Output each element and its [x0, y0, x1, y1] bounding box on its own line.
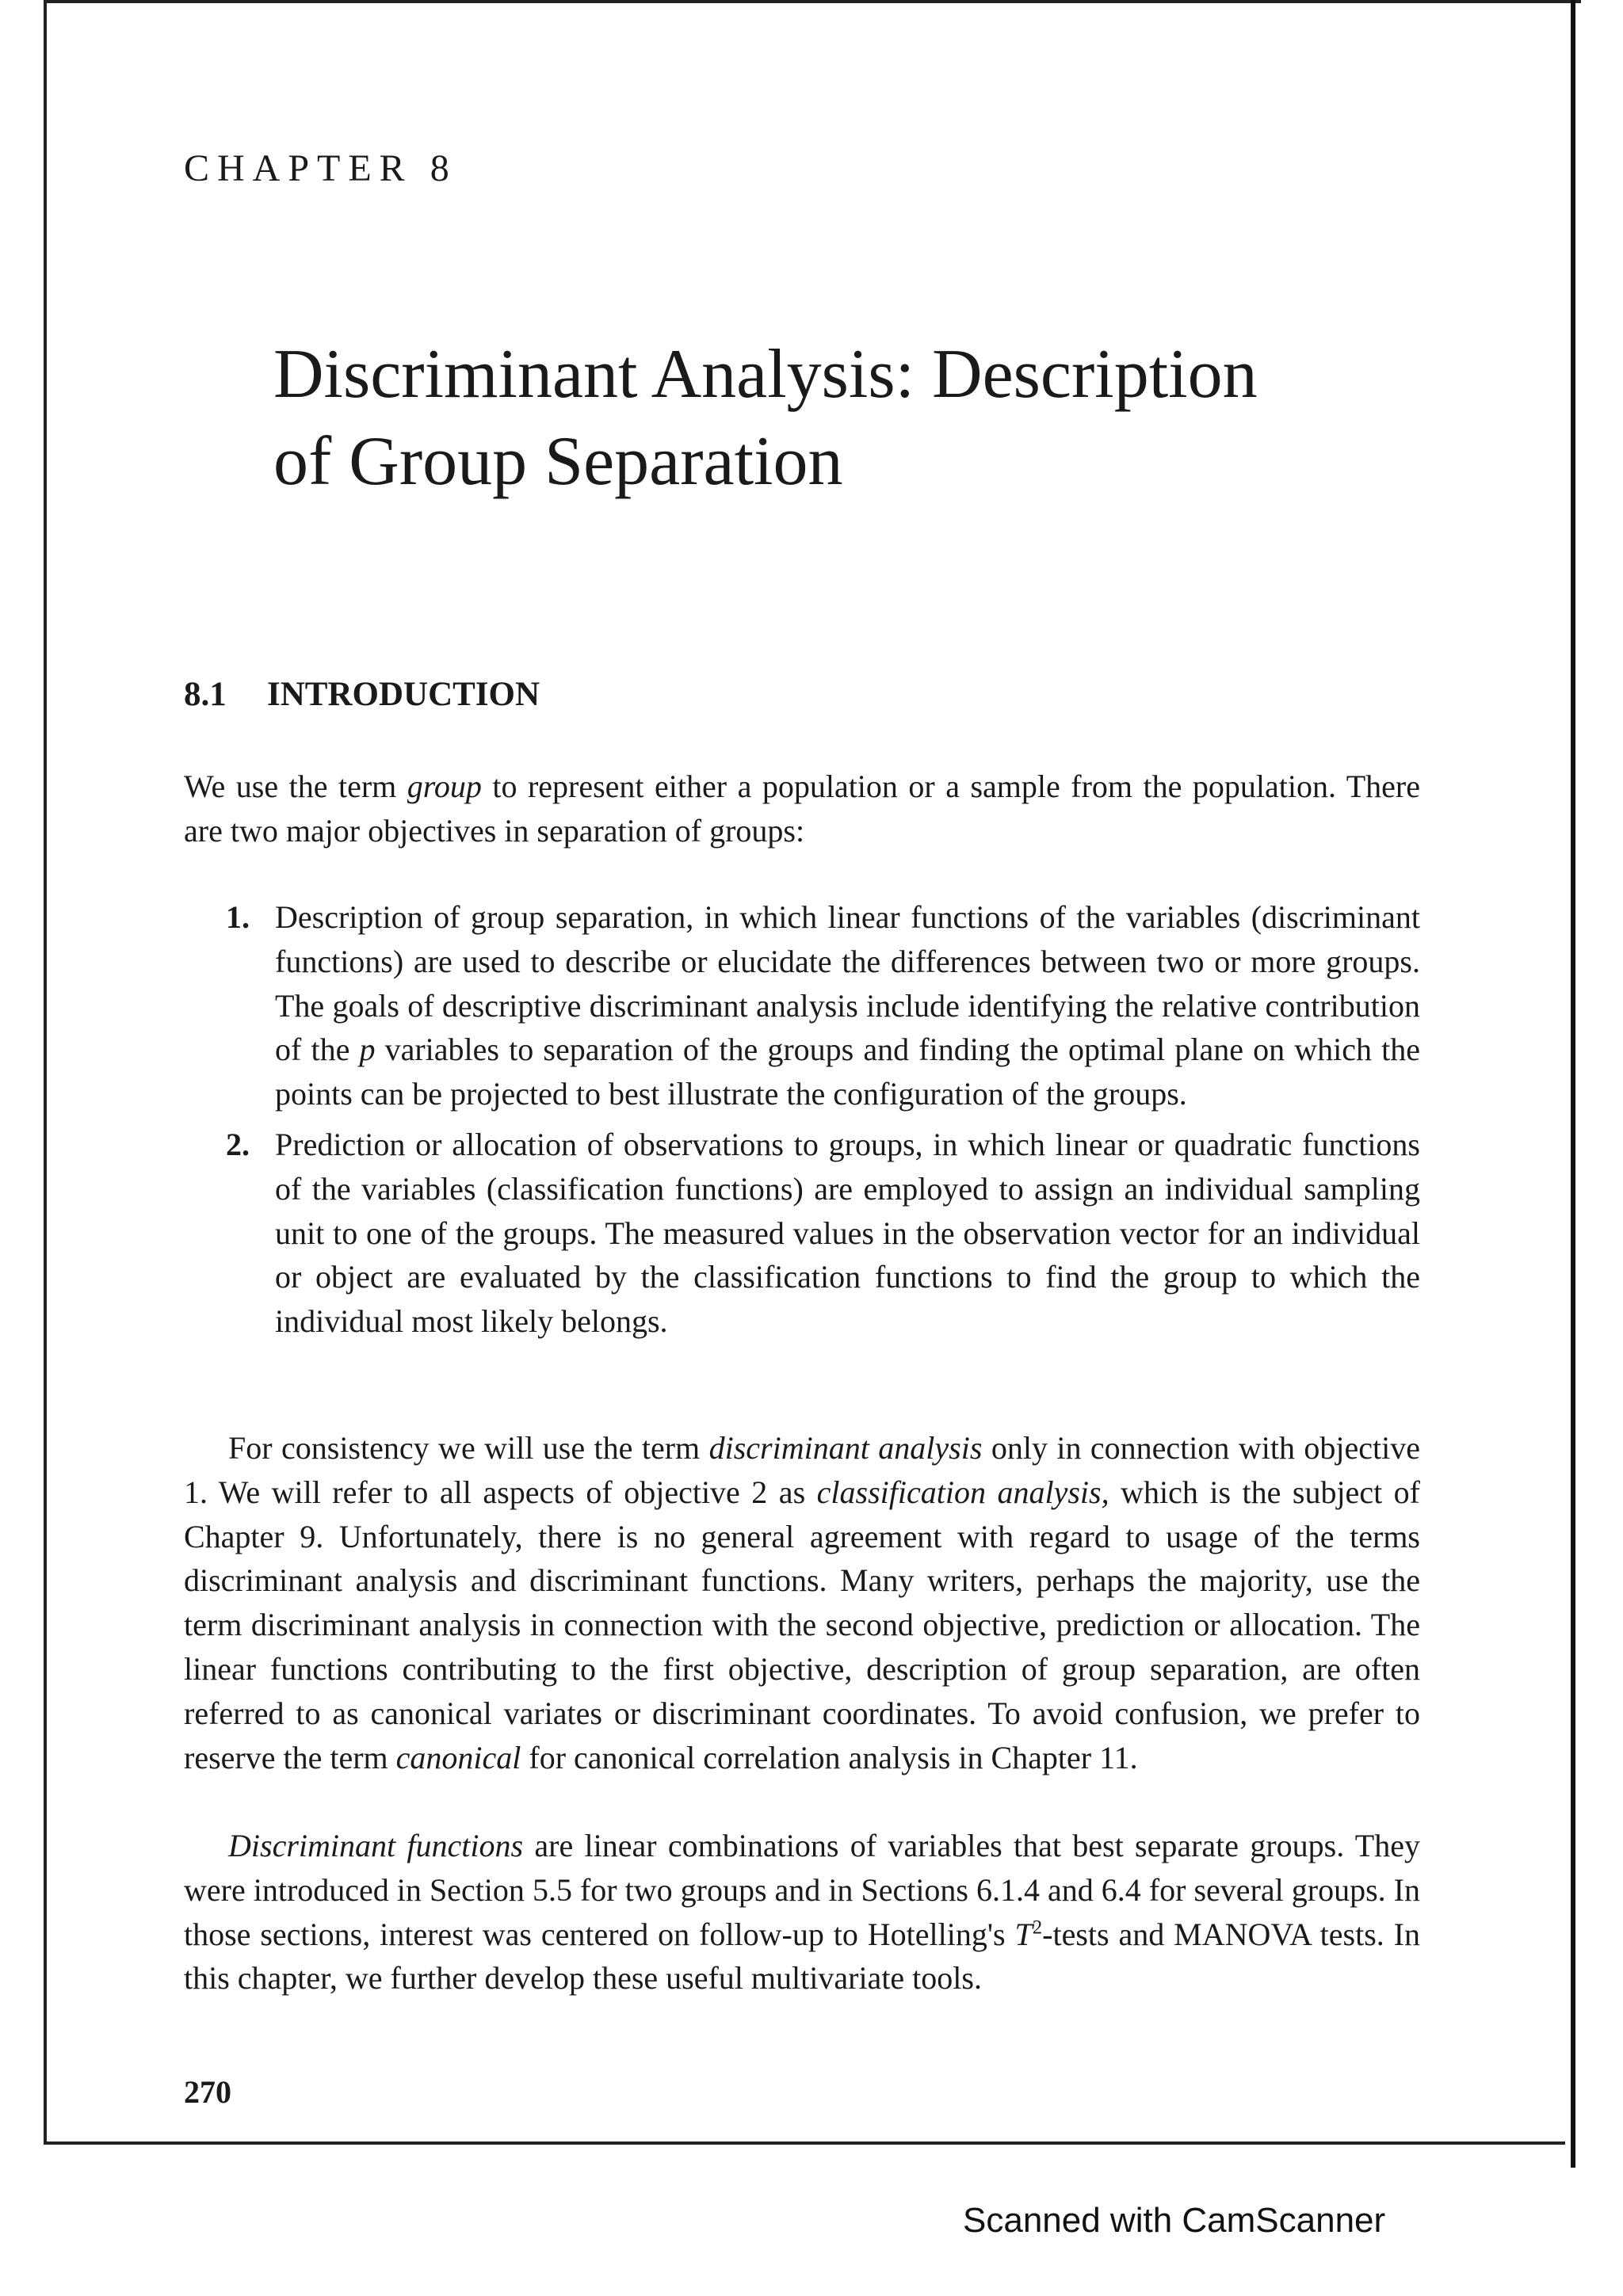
paragraph-text: which is the subject of Chapter 9. Unfortunately, there is no general agreement with regard to usage of the terms discriminant analysis and discriminant functions. Many writers, perhaps the majority, use the term discriminant analysis in connection with the second objective, prediction or allocation. The linear functions contributing to the first objective, description of group separation, are often referred to as canonical variates or discriminant coordinates. To avoid confusion, we prefer to reserve the term [184, 1474, 1421, 1775]
section-title: INTRODUCTION [267, 676, 540, 713]
intro-emphasis-group: group [407, 769, 482, 804]
body-paragraph-discriminant-functions [184, 1824, 1420, 2000]
chapter-label: CHAPTER 8 [184, 147, 457, 189]
section-heading [184, 675, 540, 714]
paragraph-emphasis: canonical [395, 1739, 521, 1775]
chapter-title [273, 331, 1502, 505]
section-number: 8.1 [184, 676, 227, 713]
list-item-text: Description of group separation, in which linear functions of the variables (discriminant functions) are used to describe or elucidate the differences between two or more groups. The goals of descriptive discriminant analysis include identifying the relative contribution of the [275, 899, 1420, 1068]
list-item-text: variables to separation of the groups and finding the optimal plane on which the points can be projected to best illustrate the configuration of the groups. [275, 1032, 1420, 1112]
list-item-number: 2. [226, 1126, 250, 1162]
list-item [226, 895, 1420, 1116]
paragraph-emphasis: Discriminant functions [228, 1828, 524, 1863]
paragraph-emphasis: classification analysis, [816, 1474, 1109, 1510]
paragraph-text: are linear combinations of variables that best separate groups. They were introduced in Section 5.5 for two groups and in Sections 6.1.4 and 6.4 for several groups. In those sections, interest was centered on follow-up to Hotelling's [184, 1828, 1420, 1952]
intro-paragraph [184, 765, 1420, 853]
page-border-top [44, 0, 1581, 3]
chapter-title-line-1: Discriminant Analysis: Description [273, 336, 1258, 413]
page-border-right [1571, 0, 1575, 2168]
list-item-number: 1. [226, 899, 250, 935]
paragraph-emphasis: discriminant analysis [708, 1430, 983, 1466]
math-superscript: 2 [1032, 1917, 1043, 1939]
paragraph-text: -tests and MANOVA tests. In this chapter, we further develop these useful multivariate tools. [184, 1916, 1420, 1997]
scanner-watermark: Scanned with CamScanner [963, 2201, 1386, 2240]
paragraph-text: only in connection with objective 1. We will refer to all aspects of objective 2 as [184, 1430, 1421, 1510]
list-item-text: Prediction or allocation of observations to groups, in which linear or quadratic functions of the variables (classification functions) are employed to assign an individual sampling unit to one of the groups. The measured values in the observation vector for an individual or object are evaluated by the classification functions to find the group to which the individual most likely belongs. [275, 1126, 1420, 1340]
math-variable-t: T [1014, 1916, 1033, 1952]
paragraph-text: For consistency we will use the term [228, 1430, 709, 1466]
page-number: 270 [184, 2074, 231, 2110]
intro-text-2: to represent either a population or a sample from the population. There are two major objectives in separation of groups: [184, 769, 1420, 849]
chapter-title-line-2: of Group Separation [273, 423, 843, 500]
list-item [226, 1123, 1420, 1344]
objectives-list [226, 895, 1420, 1350]
page-border-bottom [44, 2142, 1565, 2145]
body-paragraph-consistency [184, 1426, 1420, 1779]
page-border-left [44, 0, 47, 2145]
intro-text-1: We use the term [184, 769, 407, 804]
list-item-variable-p: p [359, 1032, 376, 1068]
paragraph-text: for canonical correlation analysis in Chapter 11. [521, 1739, 1138, 1775]
